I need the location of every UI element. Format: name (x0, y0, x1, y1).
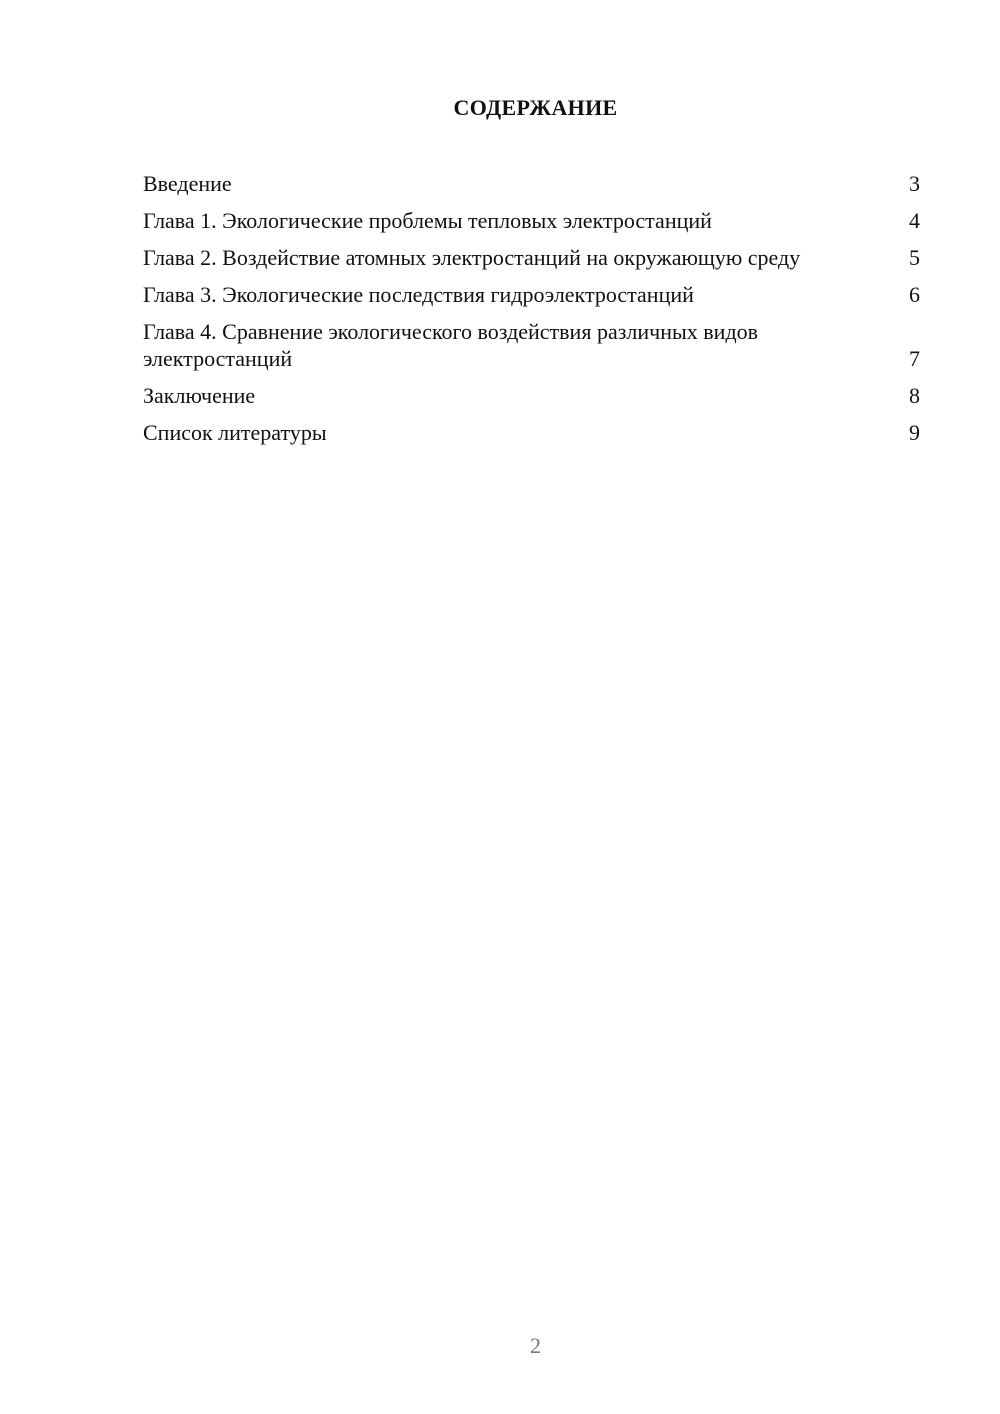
toc-entry-title: Заключение (143, 383, 256, 408)
toc-entry-page: 9 (909, 420, 920, 445)
toc-entry-title: Глава 4. Сравнение экологического воздействия различных видов электростанций (143, 319, 759, 371)
toc-entry-chapter-3 (143, 281, 920, 308)
toc-entry-page: 7 (909, 346, 920, 371)
toc-entry-page: 3 (909, 171, 920, 196)
toc-entry-page: 6 (909, 282, 920, 307)
toc-entry-chapter-2 (143, 244, 920, 271)
toc-entry-page: 8 (909, 383, 920, 408)
page-title: СОДЕРЖАНИЕ (453, 95, 618, 120)
table-of-contents (143, 170, 920, 446)
page-number: 2 (530, 1333, 541, 1358)
toc-entry-title: Введение (143, 171, 232, 196)
toc-entry-conclusion (143, 382, 920, 409)
toc-entry-title: Глава 3. Экологические последствия гидроэлектростанций (143, 282, 694, 307)
toc-entry-introduction (143, 170, 920, 197)
toc-entry-page: 5 (909, 245, 920, 270)
toc-entry-title: Список литературы (143, 420, 327, 445)
toc-entry-title: Глава 2. Воздействие атомных электростанций на окружающую среду (143, 245, 801, 270)
toc-entry-title: Глава 1. Экологические проблемы тепловых электростанций (143, 208, 712, 233)
toc-entry-bibliography (143, 419, 920, 446)
toc-entry-page: 4 (909, 208, 920, 233)
toc-entry-chapter-4 (143, 318, 920, 372)
toc-entry-chapter-1 (143, 207, 920, 234)
